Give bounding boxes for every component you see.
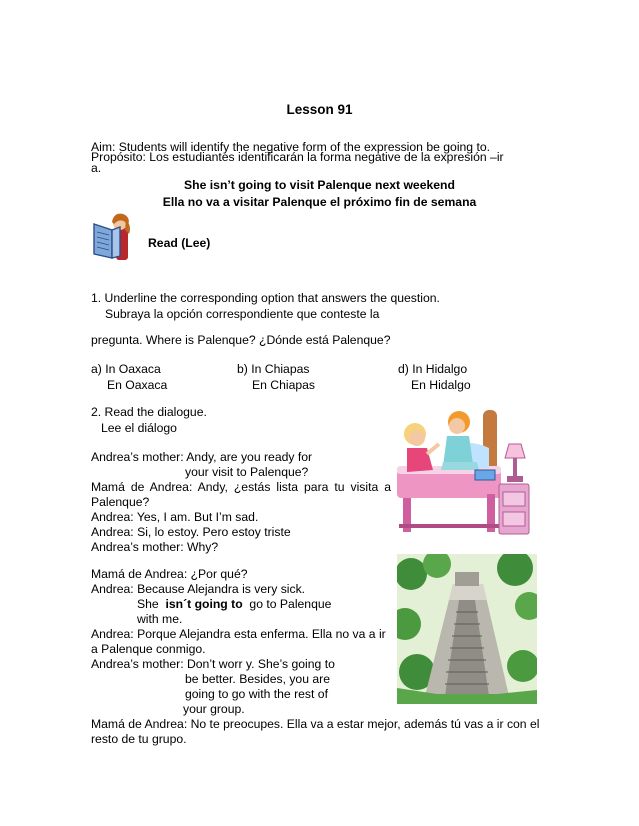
option-a-spanish[interactable]: En Oaxaca (107, 378, 168, 392)
question-2-spanish: Lee el diálogo (101, 421, 177, 435)
question-1-english: 1. Underline the corresponding option that answers the question. (91, 291, 440, 305)
dialogue-line-12: Andrea: Porque Alejandra esta enferma. Ella no va a ir (91, 627, 386, 641)
option-b-english[interactable]: b) In Chiapas (237, 362, 310, 376)
aim-spanish: Propósito: Los estudiantes identificarán la forma negative de la expresión –ir (91, 150, 504, 164)
highlighted-negative-form: isn´t going to (165, 597, 243, 611)
dialogue-line-17: your group. (183, 702, 245, 716)
option-a-english[interactable]: a) In Oaxaca (91, 362, 161, 376)
dialogue-line-6: Andrea: Si, lo estoy. Pero estoy triste (91, 525, 291, 539)
dialogue-line-9: Andrea: Because Alejandra is very sick. (91, 582, 306, 596)
aim-english: Aim: Students will identify the negative form of the expression be going to. (91, 140, 491, 154)
question-2-english: 2. Read the dialogue. (91, 405, 207, 419)
aim-spanish-wrap: a. (91, 161, 102, 175)
headline-english: She isn’t going to visit Palenque next weekend (184, 178, 455, 192)
dialogue-line-16: going to go with the rest of (185, 687, 328, 701)
dialogue-line-8: Mamá de Andrea: ¿Por qué? (91, 567, 248, 581)
question-1-spanish: Subraya la opción correspondiente que conteste la (105, 307, 380, 321)
read-instruction: Read (Lee) (148, 236, 211, 250)
question-1-prompt: pregunta. Where is Palenque? ¿Dónde está Palenque? (91, 333, 391, 347)
dialogue-line-2: your visit to Palenque? (185, 465, 309, 479)
dialogue-line-13: a Palenque conmigo. (91, 642, 206, 656)
dialogue-line-7: Andrea’s mother: Why? (91, 540, 219, 554)
option-d-english[interactable]: d) In Hidalgo (398, 362, 468, 376)
lesson-title: Lesson 91 (286, 102, 353, 117)
palenque-pyramid-illustration (397, 554, 537, 704)
option-d-spanish[interactable]: En Hidalgo (411, 378, 471, 392)
girl-reading-illustration (90, 212, 132, 264)
dialogue-line-10-end: go to Palenque (249, 597, 332, 611)
dialogue-line-1: Andrea’s mother: Andy, are you ready for (91, 450, 313, 464)
dialogue-line-11: with me. (137, 612, 183, 626)
dialogue-line-14: Andrea’s mother: Don’t worr y. She’s going to (91, 657, 335, 671)
dialogue-line-5: Andrea: Yes, I am. But I’m sad. (91, 510, 259, 524)
dialogue-line-15: be better. Besides, you are (185, 672, 330, 686)
dialogue-line-10 (137, 597, 331, 611)
dialogue-line-18: Mamá de Andrea: No te preocupes. Ella va a estar mejor, además tú vas a ir con el (91, 717, 540, 731)
dialogue-line-19: resto de tu grupo. (91, 732, 187, 746)
dialogue-line-3: Mamá de Andrea: Andy, ¿estás lista para tu visita a (91, 480, 391, 494)
dialogue-line-4: Palenque? (91, 495, 150, 509)
headline-spanish: Ella no va a visitar Palenque el próximo fin de semana (162, 195, 477, 209)
girls-on-bed-illustration (393, 404, 533, 536)
dialogue-line-10-start: She (137, 597, 159, 611)
option-b-spanish[interactable]: En Chiapas (252, 378, 316, 392)
